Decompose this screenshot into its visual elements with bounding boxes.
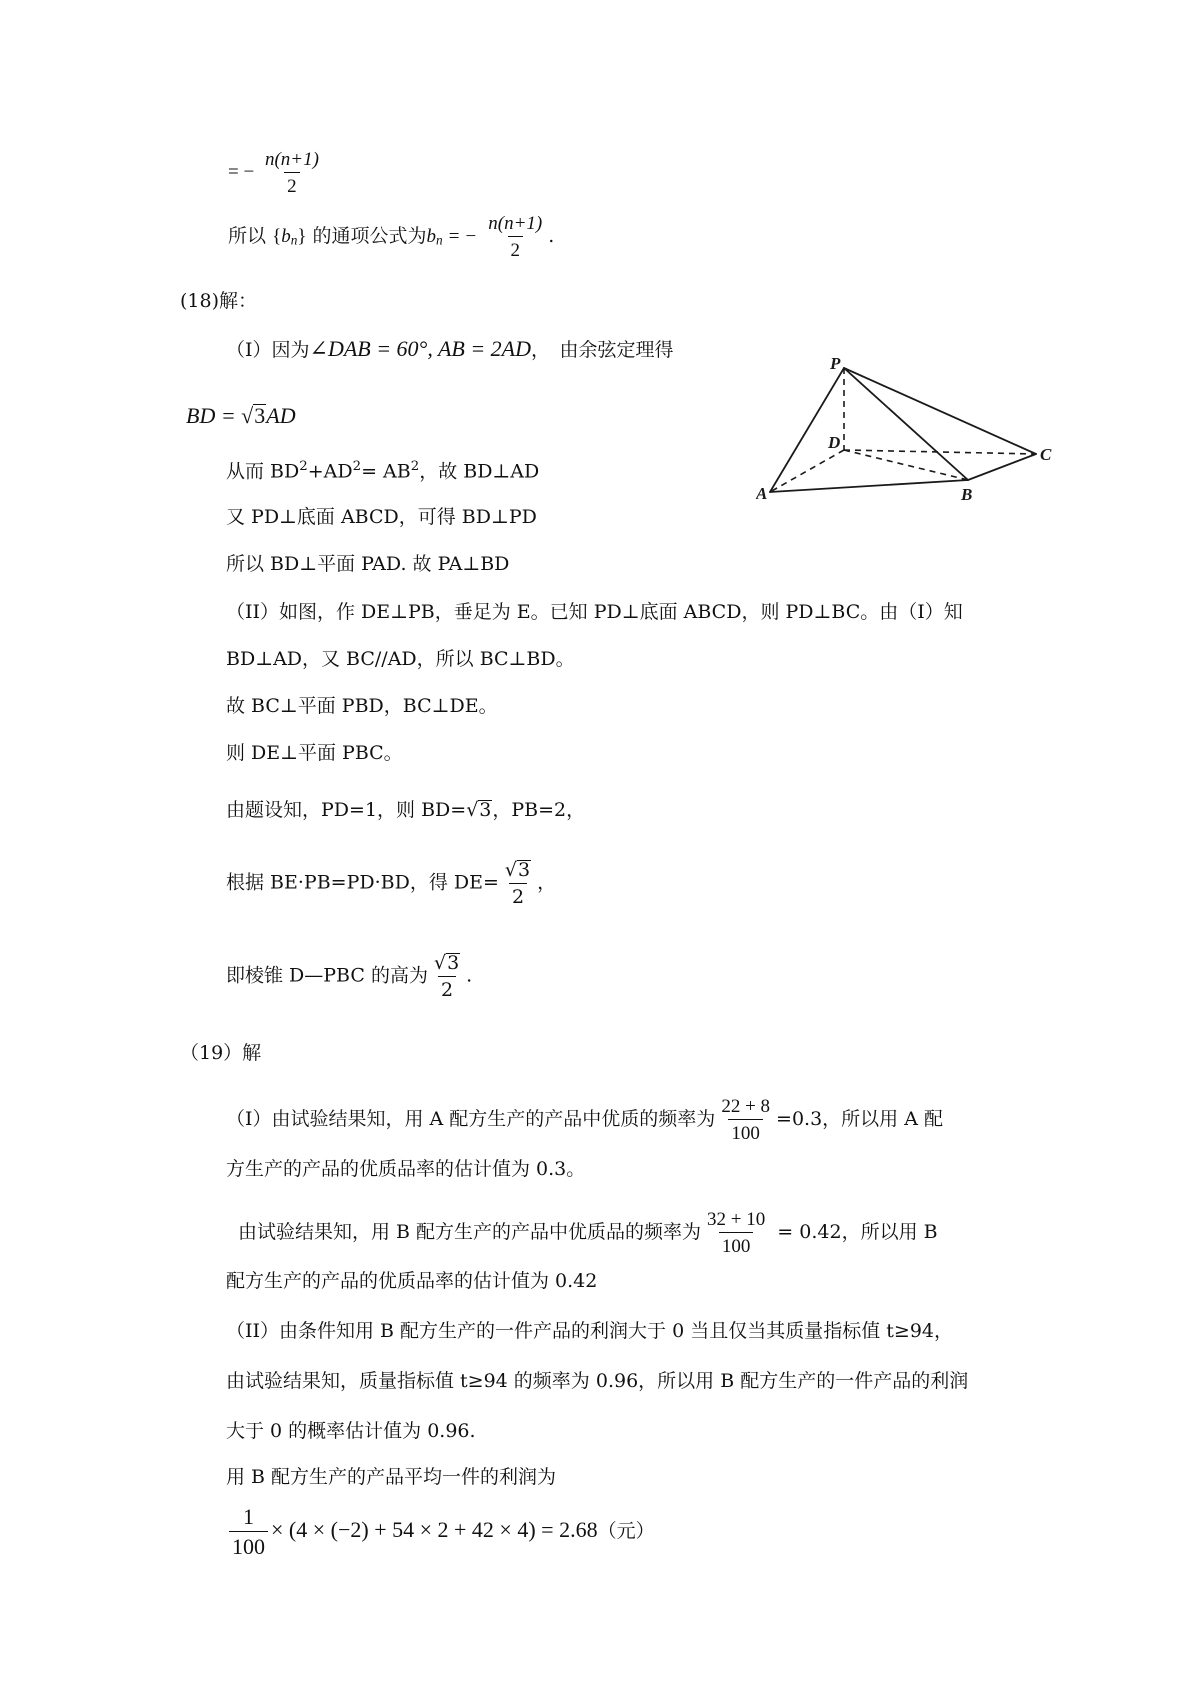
sec18-bd-formula <box>186 404 296 427</box>
sec17-result-line <box>228 150 325 196</box>
height-fraction <box>431 953 463 1000</box>
sec19-p1-cont: 方生产的产品的优质品率的估计值为 0.3。 <box>226 1158 586 1180</box>
height-radical-sign: √ <box>433 952 447 974</box>
sec18-be-line <box>226 860 556 907</box>
p1-part-a: （I）由试验结果知，用 A 配方生产的产品中优质的频率为 <box>226 1108 716 1130</box>
conclusion-mid: 的通项公式为 <box>312 225 427 247</box>
setup-part-a: 由题设知，PD=1，则 BD= <box>226 799 467 821</box>
sec19-heading: （19）解 <box>180 1042 262 1064</box>
freq-a-fraction <box>718 1097 773 1143</box>
bd-lhs: BD = <box>186 403 242 428</box>
bn-fraction-numerator: n(n+1) <box>488 213 543 234</box>
sec18-de-line: 则 DE⊥平面 PBC。 <box>226 742 403 764</box>
height-part-a: 即棱锥 D—PBC 的高为 <box>226 964 428 987</box>
bn-minus: − <box>465 226 477 247</box>
height-radicand: 3 <box>447 952 460 974</box>
sec18-pd-line: 又 PD⊥底面 ABCD，可得 BD⊥PD <box>226 506 537 528</box>
edge-pa <box>770 368 844 492</box>
bn-eq: = <box>448 226 460 247</box>
sec18-pa-line: 所以 BD⊥平面 PAD. 故 PA⊥BD <box>226 553 510 575</box>
sec19-p4: 用 B 配方生产的产品平均一件的利润为 <box>226 1466 557 1488</box>
calc-unit: （元） <box>597 1520 655 1543</box>
edge-pc <box>844 368 1036 454</box>
sec19-calc-line <box>226 1506 655 1558</box>
edge-da <box>770 450 844 492</box>
de-fraction-denominator: 2 <box>509 883 527 907</box>
edge-dc <box>844 450 1036 454</box>
height-fraction-denominator: 2 <box>438 976 456 1000</box>
edge-ab <box>770 480 968 492</box>
label-p: P <box>830 356 841 373</box>
be-part-a: 根据 BE·PB=PD·BD，得 DE= <box>226 871 499 894</box>
sec18-pbd-line: 故 BC⊥平面 PBD，BC⊥DE。 <box>226 695 498 717</box>
freq-b-denominator: 100 <box>719 1232 754 1256</box>
label-d: D <box>828 433 841 452</box>
p1-part-b: =0.3，所以用 A 配 <box>776 1108 943 1130</box>
eq-sign: = <box>228 161 239 183</box>
fraction-n-n1-over-2 <box>262 150 322 196</box>
bn-fraction <box>485 214 545 260</box>
setup-radical-sign: √ <box>466 799 479 821</box>
edge-db <box>844 450 968 480</box>
sec19-p2-cont: 配方生产的产品的优质品率的估计值为 0.42 <box>226 1270 598 1292</box>
sec18-part-ii-line: （II）如图，作 DE⊥PB，垂足为 E。已知 PD⊥底面 ABCD，则 PD⊥BC。由（I）知 <box>226 601 963 623</box>
sup-2c: 2 <box>410 459 420 474</box>
sec18-bc-line: BD⊥AD，又 BC//AD，所以 BC⊥BD。 <box>226 648 575 670</box>
freq-b-fraction <box>704 1210 768 1256</box>
bn-b: b <box>426 226 437 247</box>
sup-2b: 2 <box>352 459 362 474</box>
set-open: { <box>272 226 282 247</box>
sec19-p2 <box>238 1210 938 1256</box>
height-sqrt-3 <box>434 953 460 973</box>
sec17-conclusion-line <box>228 214 554 260</box>
bn-fraction-denominator: 2 <box>508 236 524 260</box>
freq-a-numerator: 22 + 8 <box>721 1096 771 1117</box>
de-radical-sign: √ <box>504 859 518 881</box>
sec18-setup-line <box>226 800 585 820</box>
radical-sign: √ <box>241 403 254 428</box>
setup-radicand: 3 <box>479 799 492 821</box>
sec19-p1 <box>226 1097 943 1143</box>
p1-math: ∠DAB = 60°, AB = 2AD <box>309 336 532 361</box>
edge-bc <box>968 454 1036 480</box>
freq-b-numerator: 32 + 10 <box>707 1209 766 1230</box>
fraction-numerator: n(n+1) <box>264 149 319 170</box>
calc-expression: × (4 × (−2) + 54 × 2 + 42 × 4) = 2.68 <box>271 1517 598 1543</box>
sup-2a: 2 <box>299 459 308 474</box>
bn-period: . <box>548 225 555 247</box>
sec18-heading: (18)解： <box>180 290 258 312</box>
sec19-p3-b: 由试验结果知，质量指标值 t≥94 的频率为 0.96，所以用 B 配方生产的一件产品的利润 <box>226 1370 969 1392</box>
de-fraction <box>502 860 534 907</box>
sub-n: n <box>290 232 298 248</box>
sec18-pythag-line <box>226 460 539 481</box>
sec18-height-line <box>226 953 472 1000</box>
b-symbol: b <box>281 226 291 247</box>
pyramid-figure <box>756 356 1068 502</box>
label-a: A <box>756 484 768 502</box>
p1-prefix: （I）因为 <box>226 339 310 361</box>
sqrt-3 <box>241 404 266 427</box>
pythag-part-a: 从而 BD <box>226 460 300 483</box>
edge-pb <box>844 368 968 480</box>
pythag-part-b: +AD <box>307 460 353 483</box>
label-b: B <box>961 485 973 502</box>
de-fraction-numerator <box>502 860 534 883</box>
minus-sign: − <box>243 161 255 183</box>
pythag-part-c: = AB <box>361 460 411 483</box>
bd-rhs: AD <box>266 403 296 428</box>
set-close: } <box>297 226 307 247</box>
conclusion-prefix: 所以 <box>228 225 267 247</box>
p1-suffix: ， 由余弦定理得 <box>531 339 674 361</box>
label-c: C <box>1040 445 1052 464</box>
height-fraction-numerator <box>431 953 463 976</box>
calc-denominator: 100 <box>229 1531 268 1558</box>
de-sqrt-3 <box>505 860 531 880</box>
fraction-denominator: 2 <box>284 172 300 196</box>
sec19-p3-a: （II）由条件知用 B 配方生产的一件产品的利润大于 0 当且仅当其质量指标值 t≥94， <box>226 1320 953 1342</box>
sec18-p1 <box>226 338 674 360</box>
setup-sqrt-3 <box>466 800 492 820</box>
pythag-part-d: ，故 BD⊥AD <box>419 460 540 483</box>
calc-fraction <box>229 1506 268 1558</box>
p2-part-b: = 0.42，所以用 B <box>771 1221 938 1243</box>
height-period: . <box>466 964 473 987</box>
freq-a-denominator: 100 <box>728 1119 763 1143</box>
calc-numerator: 1 <box>243 1504 254 1529</box>
sec19-p3-c: 大于 0 的概率估计值为 0.96. <box>226 1420 476 1442</box>
be-part-b: ， <box>537 871 557 894</box>
de-radicand: 3 <box>518 859 531 881</box>
setup-part-b: ，PB=2， <box>492 799 586 821</box>
radicand: 3 <box>254 403 266 428</box>
bn-sub-n: n <box>436 232 443 248</box>
p2-part-a: 由试验结果知，用 B 配方生产的产品中优质品的频率为 <box>238 1221 702 1243</box>
